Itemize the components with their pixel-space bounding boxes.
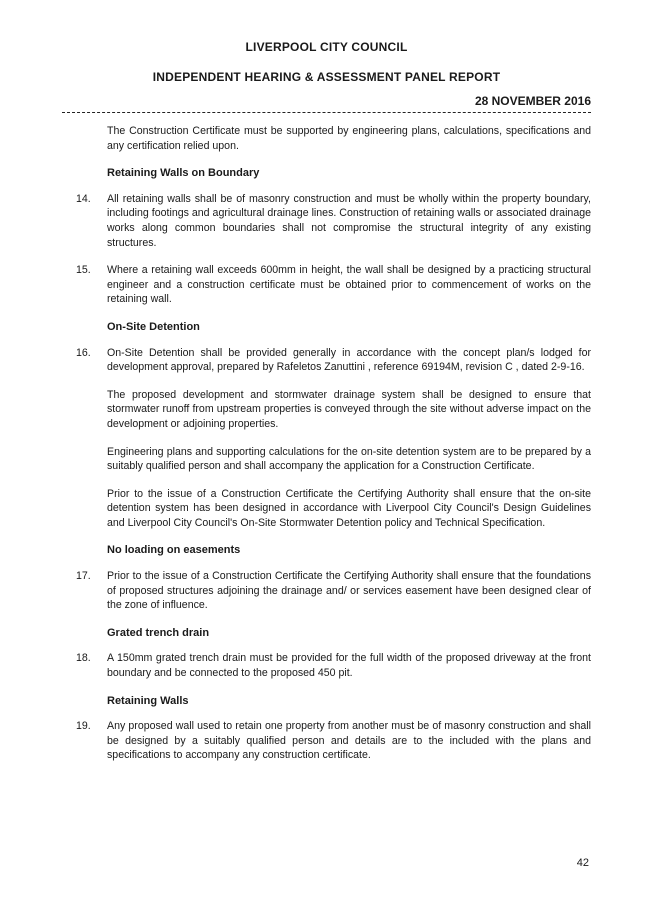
condition-18	[62, 651, 591, 680]
condition-16-paragraph-4: Prior to the issue of a Construction Certificate the Certifying Authority shall ensure that the on-site detention system has been designed in accordance with Liverpool City Council's Design Guidelines and Liverpool City Council's On-Site Stormwater Detention policy and Technical Specification.	[107, 487, 591, 529]
page-number: 42	[576, 857, 589, 869]
condition-16-paragraph-2: The proposed development and stormwater drainage system shall be designed to ensure that stormwater runoff from upstream properties is conveyed through the site without adverse impact on the development or adjoining properties.	[107, 388, 591, 430]
condition-text: All retaining walls shall be of masonry construction and must be wholly within the property boundary, including footings and agricultural drainage lines. Construction of retaining walls or associated drainage works along common boundaries shall not compromise the structural integrity of any existing structures.	[107, 192, 591, 249]
intro-paragraph: The Construction Certificate must be supported by engineering plans, calculations, specifications and any certification relied upon.	[107, 125, 591, 152]
condition-text: Prior to the issue of a Construction Certificate the Certifying Authority shall ensure that the foundations of proposed structures adjoining the drainage and/ or services easement have been designed clear of the zone of influence.	[107, 570, 591, 612]
section-heading-trench-drain: Grated trench drain	[107, 626, 210, 639]
report-title: INDEPENDENT HEARING & ASSESSMENT PANEL REPORT	[152, 70, 501, 84]
condition-16-paragraph-3: Engineering plans and supporting calculations for the on-site detention system are to be prepared by a suitably qualified person and shall accompany the application for a Construction Certificate.	[107, 445, 591, 473]
report-body	[62, 124, 591, 776]
condition-number: 16.	[76, 346, 91, 359]
section-heading-osd: On-Site Detention	[107, 320, 200, 333]
condition-number: 19.	[76, 720, 91, 733]
condition-16	[62, 346, 591, 375]
condition-text: Where a retaining wall exceeds 600mm in height, the wall shall be designed by a practicing structural engineer and a construction certificate must be obtained prior to commencement of works on the retaining wall.	[107, 264, 591, 306]
condition-number: 14.	[76, 192, 91, 205]
report-date: 28 NOVEMBER 2016	[474, 94, 591, 108]
condition-14	[62, 192, 591, 250]
section-heading-retaining-boundary: Retaining Walls on Boundary	[107, 167, 260, 180]
condition-number: 18.	[76, 652, 91, 665]
section-heading-easements: No loading on easements	[107, 544, 241, 557]
council-title: LIVERPOOL CITY COUNCIL	[245, 40, 408, 54]
condition-text: Any proposed wall used to retain one property from another must be of masonry construction and shall be designed by a suitably qualified person and details are to the included with the plans and specifications to accompany any construction certificate.	[107, 720, 591, 762]
condition-19	[62, 719, 591, 763]
condition-text: A 150mm grated trench drain must be provided for the full width of the proposed driveway at the front boundary and be connected to the proposed 450 pit.	[107, 652, 591, 680]
section-heading-retaining-walls: Retaining Walls	[107, 694, 189, 707]
condition-17	[62, 569, 591, 613]
condition-number: 15.	[76, 264, 91, 277]
condition-15	[62, 263, 591, 307]
condition-text: On-Site Detention shall be provided generally in accordance with the concept plan/s lodged for development approval, prepared by Rafeletos Zanuttini , reference 69194M, revision C , dated 2-9-16.	[107, 346, 591, 374]
header-rule	[62, 112, 591, 113]
condition-number: 17.	[76, 570, 91, 583]
